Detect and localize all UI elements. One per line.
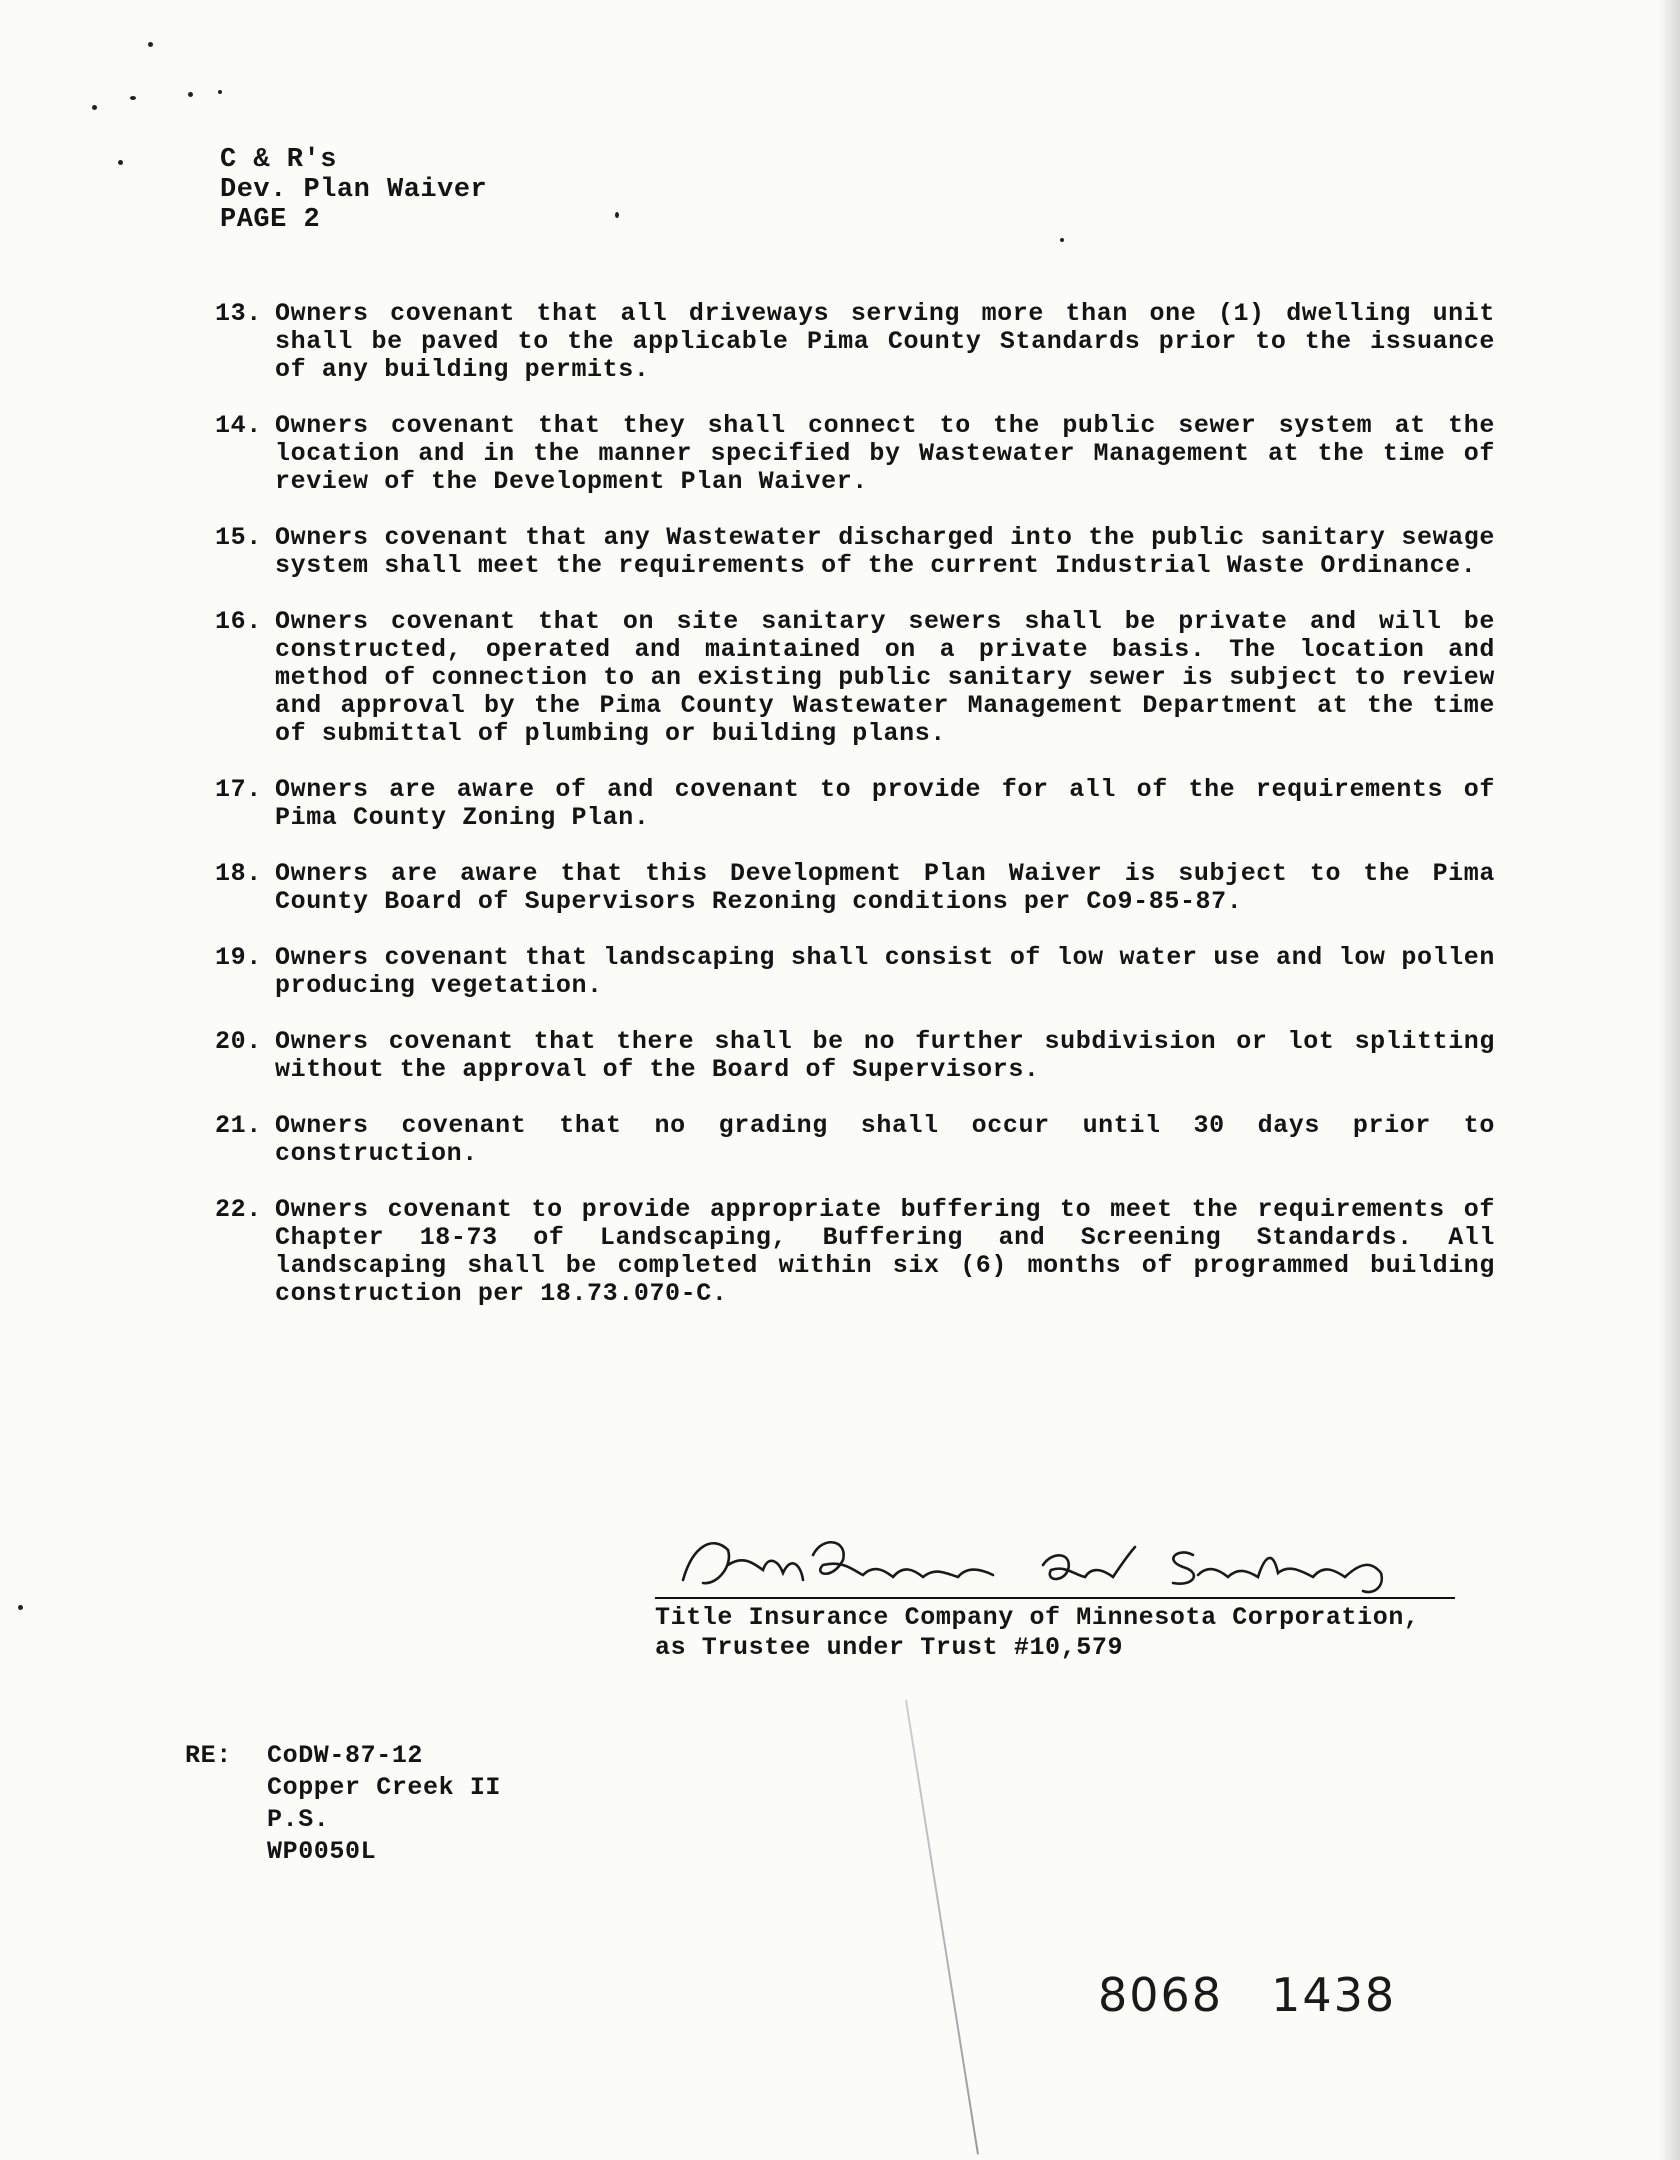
scan-scratch — [905, 1700, 979, 2155]
page-edge-shadow — [1658, 0, 1680, 2160]
scan-speck — [18, 1605, 23, 1610]
covenant-number: 22. — [215, 1195, 262, 1224]
covenant-text: Owners are aware of and covenant to provide for all of the requirements of Pima County Zoning Plan. — [275, 775, 1495, 832]
covenant-number: 21. — [215, 1111, 262, 1140]
covenant-number: 20. — [215, 1027, 262, 1056]
header-line-2: Dev. Plan Waiver — [220, 175, 488, 205]
reference-line: P.S. — [267, 1805, 330, 1834]
signatory-company: Title Insurance Company of Minnesota Corporation, — [655, 1603, 1420, 1632]
signature-line — [655, 1525, 1455, 1599]
covenant-number: 14. — [215, 411, 262, 440]
scan-speck — [218, 90, 222, 94]
covenant-item — [215, 608, 1495, 748]
covenant-text: Owners covenant that there shall be no further subdivision or lot splitting without the approval of the Board of Supervisors. — [275, 1027, 1495, 1084]
reference-line: WP0050L — [267, 1837, 377, 1866]
covenant-text: Owners covenant that they shall connect to the public sewer system at the location and in the manner specified by Wastewater Management at the time of review of the Development Plan Waiver. — [275, 411, 1495, 496]
reference-line: CoDW-87-12 — [267, 1741, 424, 1770]
covenant-item — [215, 412, 1495, 496]
covenant-text: Owners covenant that on site sanitary sewers shall be private and will be constructed, operated and maintained on a private basis. The location and method of connection to an existing public sanitary sewer is subject to review and approval by the Pima County Wastewater Management Department at the time of submittal of plumbing or building plans. — [275, 607, 1495, 748]
covenant-text: Owners are aware that this Development Plan Waiver is subject to the Pima County Board of Supervisors Rezoning conditions per Co9-85-87. — [275, 859, 1495, 916]
signatory-trust: as Trustee under Trust #10,579 — [655, 1633, 1124, 1662]
covenant-number: 19. — [215, 943, 262, 972]
covenant-item — [215, 1028, 1495, 1084]
covenant-item — [215, 1196, 1495, 1308]
scan-speck — [130, 96, 136, 100]
reference-block — [185, 1740, 501, 1868]
scan-speck — [148, 42, 153, 47]
covenant-item — [215, 860, 1495, 916]
reference-line: Copper Creek II — [267, 1773, 502, 1802]
document-stamp-number — [1098, 1968, 1444, 2022]
covenant-number: 17. — [215, 775, 262, 804]
covenant-item — [215, 944, 1495, 1000]
covenant-item — [215, 776, 1495, 832]
scan-speck — [615, 212, 619, 218]
document-header — [220, 145, 487, 235]
header-line-1: C & R's — [220, 145, 337, 175]
reference-label: RE: — [185, 1741, 232, 1770]
stamp-number-2: 1438 — [1271, 1968, 1397, 2022]
covenant-list — [215, 300, 1495, 1336]
covenant-number: 18. — [215, 859, 262, 888]
scan-speck — [118, 160, 123, 165]
covenant-item — [215, 524, 1495, 580]
covenant-number: 16. — [215, 607, 262, 636]
covenant-item — [215, 1112, 1495, 1168]
covenant-item — [215, 300, 1495, 384]
handwritten-signature — [673, 1525, 1433, 1597]
signature-block — [655, 1525, 1455, 1663]
scan-speck — [1060, 238, 1064, 242]
stamp-number-1: 8068 — [1098, 1968, 1224, 2022]
covenant-text: Owners covenant that all driveways serving more than one (1) dwelling unit shall be paved to the applicable Pima County Standards prior to the issuance of any building permits. — [275, 299, 1495, 384]
covenant-text: Owners covenant to provide appropriate buffering to meet the requirements of Chapter 18-73 of Landscaping, Buffering and Screening Standards. All landscaping shall be completed within six (6) months of programmed building construction per 18.73.070-C. — [275, 1195, 1495, 1308]
covenant-text: Owners covenant that no grading shall occur until 30 days prior to construction. — [275, 1111, 1495, 1168]
covenant-number: 15. — [215, 523, 262, 552]
scan-speck — [92, 105, 97, 110]
header-line-3: PAGE 2 — [220, 205, 321, 235]
covenant-number: 13. — [215, 299, 262, 328]
covenant-text: Owners covenant that any Wastewater discharged into the public sanitary sewage system shall meet the requirements of the current Industrial Waste Ordinance. — [275, 523, 1495, 580]
covenant-text: Owners covenant that landscaping shall consist of low water use and low pollen producing vegetation. — [275, 943, 1495, 1000]
scan-speck — [188, 92, 193, 97]
